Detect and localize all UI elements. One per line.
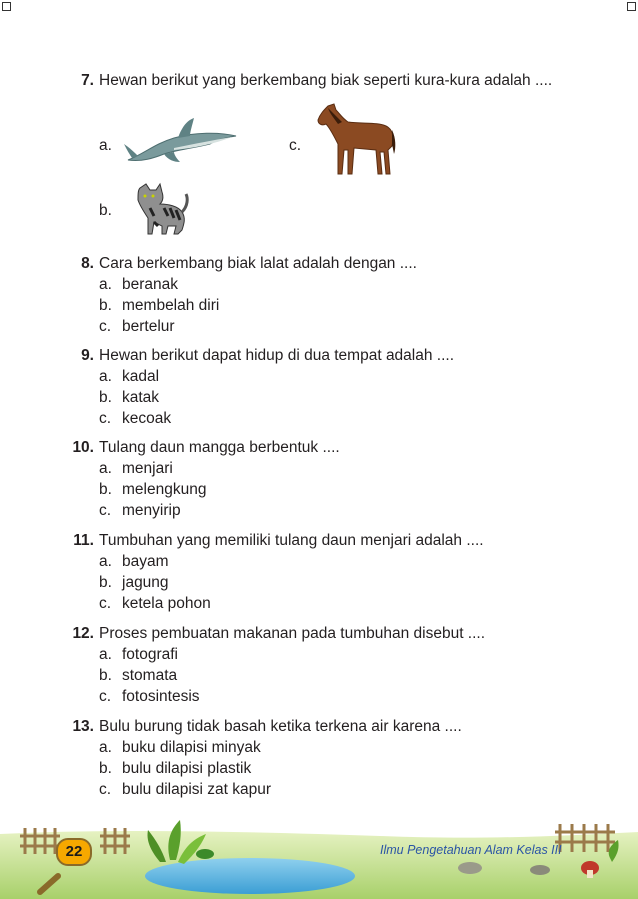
question-11 (60, 530, 560, 614)
option-letter: a. (99, 368, 112, 385)
option-a (99, 458, 560, 479)
option-letter: c. (99, 410, 112, 427)
question-number: 8. (81, 255, 94, 272)
question-13 (60, 716, 560, 800)
question-10 (60, 437, 560, 521)
question-9 (60, 345, 560, 429)
q7-option-c-letter: c. (289, 137, 302, 154)
option-letter: b. (99, 389, 112, 406)
option-letter: c. (99, 502, 112, 519)
option-text: melengkung (122, 481, 207, 498)
option-letter: c. (99, 781, 112, 798)
q7-option-a-letter: a. (99, 137, 112, 154)
question-text: Tumbuhan yang memiliki tulang daun menjari adalah .... (99, 532, 484, 549)
option-text: membelah diri (122, 297, 220, 314)
question-text: Proses pembuatan makanan pada tumbuhan disebut .... (99, 625, 486, 642)
option-text: bertelur (122, 318, 175, 335)
option-text: menyirip (122, 502, 181, 519)
question-text: Cara berkembang biak lalat adalah dengan .... (99, 255, 417, 272)
question-text: Hewan berikut dapat hidup di dua tempat adalah .... (99, 347, 455, 364)
option-a (99, 366, 560, 387)
question-number: 7. (81, 72, 94, 89)
option-b (99, 387, 560, 408)
option-a (99, 274, 560, 295)
question-number: 13. (72, 718, 94, 735)
option-b (99, 665, 560, 686)
option-c (99, 500, 560, 521)
crop-mark-top-left (2, 2, 11, 11)
option-a (99, 737, 560, 758)
question-number: 9. (81, 347, 94, 364)
option-letter: b. (99, 760, 112, 777)
option-c (99, 686, 560, 707)
option-b (99, 295, 560, 316)
question-12 (60, 623, 560, 707)
option-text: jagung (122, 574, 169, 591)
option-c (99, 316, 560, 337)
option-letter: b. (99, 574, 112, 591)
option-text: katak (122, 389, 160, 406)
book-title: Ilmu Pengetahuan Alam Kelas III (380, 843, 562, 857)
question-text: Bulu burung tidak basah ketika terkena air karena .... (99, 718, 462, 735)
question-number: 10. (72, 439, 94, 456)
option-text: bulu dilapisi plastik (122, 760, 252, 777)
question-number: 12. (72, 625, 94, 642)
question-text: Hewan berikut yang berkembang biak seperti kura-kura adalah .... (99, 72, 553, 89)
option-text: buku dilapisi minyak (122, 739, 261, 756)
option-letter: a. (99, 739, 112, 756)
q7-option-b-letter: b. (99, 202, 112, 219)
option-c (99, 408, 560, 429)
option-text: kadal (122, 368, 160, 385)
option-text: fotosintesis (122, 688, 200, 705)
option-letter: b. (99, 667, 112, 684)
option-b (99, 479, 560, 500)
option-text: beranak (122, 276, 179, 293)
option-text: stomata (122, 667, 178, 684)
option-letter: a. (99, 646, 112, 663)
dolphin-icon (124, 114, 240, 166)
question-number: 11. (73, 532, 94, 549)
option-a (99, 644, 560, 665)
option-b (99, 758, 560, 779)
question-text: Tulang daun mangga berbentuk .... (99, 439, 340, 456)
option-text: bayam (122, 553, 169, 570)
horse-icon (314, 102, 396, 182)
option-c (99, 593, 560, 614)
cat-icon (134, 182, 190, 238)
option-c (99, 779, 560, 800)
option-letter: a. (99, 553, 112, 570)
option-letter: b. (99, 481, 112, 498)
crop-mark-top-right (627, 2, 636, 11)
question-8 (60, 253, 560, 337)
option-letter: c. (99, 688, 112, 705)
option-text: bulu dilapisi zat kapur (122, 781, 272, 798)
option-letter: c. (99, 318, 112, 335)
option-a (99, 551, 560, 572)
page-number: 22 (56, 838, 92, 866)
question-7 (60, 70, 560, 91)
option-letter: a. (99, 460, 112, 477)
option-text: kecoak (122, 410, 172, 427)
option-b (99, 572, 560, 593)
option-letter: a. (99, 276, 112, 293)
option-letter: c. (99, 595, 112, 612)
option-text: ketela pohon (122, 595, 211, 612)
option-text: menjari (122, 460, 173, 477)
option-text: fotografi (122, 646, 179, 663)
option-letter: b. (99, 297, 112, 314)
